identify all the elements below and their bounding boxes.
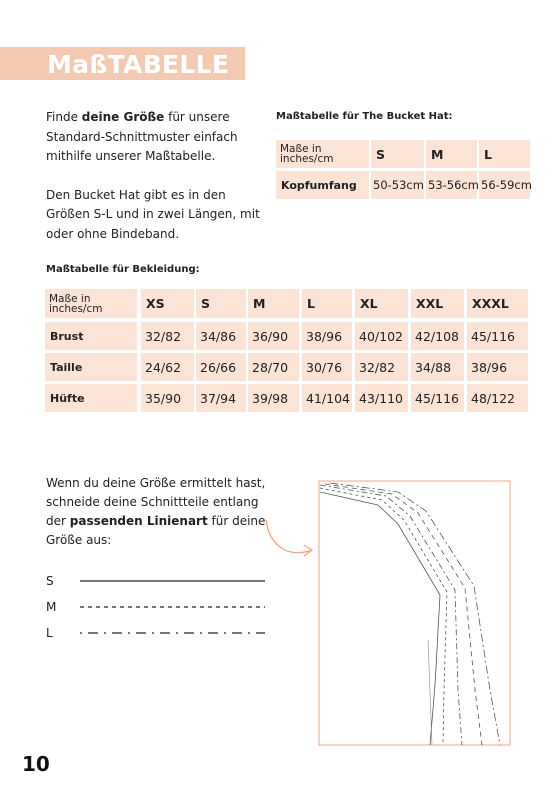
clothing-value-cell: 38/96 — [467, 353, 528, 381]
page-number: 10 — [22, 752, 50, 776]
hat-row-label: Kopfumfang — [276, 171, 369, 199]
clothing-value-cell: 34/86 — [196, 322, 246, 350]
clothing-unit-label: Maße in inches/cm — [45, 289, 137, 318]
cut-instructions: Wenn du deine Größe ermittelt hast, schneide deine Schnittteile entlang der passenden Linienart für deine Größe aus: — [46, 476, 266, 547]
clothing-value-cell: 28/70 — [248, 353, 299, 381]
hat-unit-label: Maße in inches/cm — [276, 140, 369, 168]
clothing-row-label: Hüfte — [45, 384, 137, 412]
arrow-head-icon — [304, 545, 312, 556]
clothing-table-heading: Maßtabelle für Bekleidung: — [46, 264, 200, 275]
pattern-outline — [320, 492, 440, 745]
hat-table-heading: Maßtabelle für The Bucket Hat: — [276, 111, 453, 122]
legend-label-m: M — [46, 600, 57, 614]
clothing-size-header: M — [248, 289, 299, 318]
pattern-line-m — [320, 488, 447, 745]
intro-paragraph-1: Finde deine Größe für unsere Standard-Schnittmuster einfach mithilfe unserer Maßtabelle. — [46, 110, 238, 163]
clothing-value-cell: 26/66 — [196, 353, 246, 381]
clothing-value-cell: 37/94 — [196, 384, 246, 412]
clothing-value-cell: 45/116 — [411, 384, 464, 412]
clothing-value-cell: 34/88 — [411, 353, 464, 381]
clothing-value-cell: 48/122 — [467, 384, 528, 412]
hat-value-cell: 56-59cm — [479, 171, 530, 199]
hat-size-header: S — [371, 140, 424, 168]
clothing-value-cell: 39/98 — [248, 384, 299, 412]
legend-label-l: L — [46, 626, 53, 640]
clothing-value-cell: 24/62 — [141, 353, 194, 381]
clothing-size-header: XL — [355, 289, 408, 318]
page-title: MaßTABELLE — [47, 50, 230, 79]
clothing-value-cell: 36/90 — [248, 322, 299, 350]
pattern-line-extra — [325, 484, 482, 745]
clothing-value-cell: 30/76 — [302, 353, 352, 381]
clothing-value-cell: 45/116 — [467, 322, 528, 350]
clothing-value-cell: 42/108 — [411, 322, 464, 350]
clothing-size-header: L — [302, 289, 352, 318]
clothing-value-cell: 35/90 — [141, 384, 194, 412]
hat-value-cell: 53-56cm — [426, 171, 477, 199]
pattern-line-outer — [330, 483, 500, 745]
pattern-inner-line — [428, 640, 432, 745]
clothing-row-label: Taille — [45, 353, 137, 381]
clothing-value-cell: 40/102 — [355, 322, 408, 350]
pattern-line-l — [320, 485, 462, 745]
hat-size-header: L — [479, 140, 530, 168]
legend-label-s: S — [46, 574, 54, 588]
clothing-value-cell: 41/104 — [302, 384, 352, 412]
arrow-icon — [266, 520, 312, 553]
hat-size-header: M — [426, 140, 477, 168]
clothing-size-header: XS — [141, 289, 194, 318]
clothing-value-cell: 43/110 — [355, 384, 408, 412]
pattern-frame — [319, 481, 510, 745]
clothing-value-cell: 32/82 — [141, 322, 194, 350]
pattern-piece-illustration — [319, 481, 510, 745]
hat-value-cell: 50-53cm — [371, 171, 424, 199]
clothing-row-label: Brust — [45, 322, 137, 350]
intro-paragraph-2: Den Bucket Hat gibt es in den Größen S-L und in zwei Längen, mit oder ohne Bindeband. — [46, 187, 260, 241]
clothing-value-cell: 32/82 — [355, 353, 408, 381]
clothing-size-header: XXXL — [467, 289, 528, 318]
clothing-size-header: XXL — [411, 289, 464, 318]
clothing-value-cell: 38/96 — [302, 322, 352, 350]
clothing-size-header: S — [196, 289, 246, 318]
